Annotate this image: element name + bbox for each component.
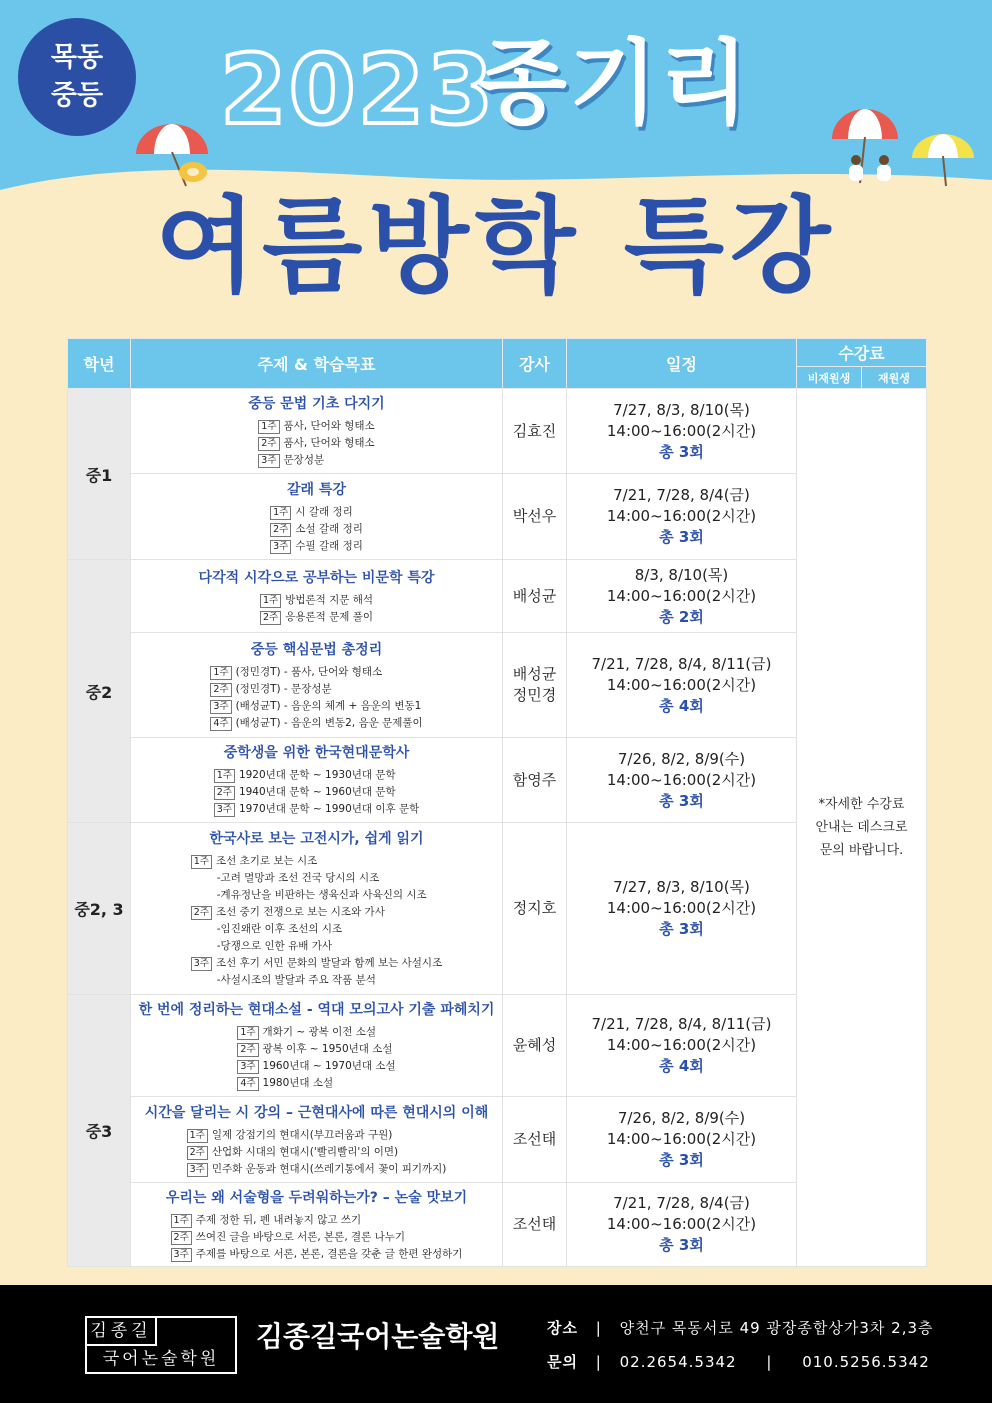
week-text: (배성균T) - 음운의 변동2, 음운 문제풀이 (235, 716, 423, 729)
week-item (258, 435, 374, 452)
location-label: 장소 (547, 1319, 578, 1337)
swim-ring-icon (175, 158, 211, 184)
schedule-cell (567, 560, 797, 633)
schedule-total: 총 3회 (659, 791, 704, 810)
week-item (171, 1229, 463, 1246)
week-item (237, 1075, 395, 1092)
schedule-dates: 7/21, 7/28, 8/4, 8/11(금) (591, 1015, 772, 1033)
week-text: 1970년대 문학 ~ 1990년대 이후 문학 (238, 803, 420, 815)
week-item (210, 681, 422, 698)
schedule-table (67, 338, 926, 1267)
week-item (191, 938, 442, 955)
week-tag: 1주 (270, 506, 291, 520)
week-tag: 2주 (258, 437, 279, 451)
divider: | (595, 1319, 602, 1337)
week-item (187, 1161, 447, 1178)
week-tag: 1주 (187, 1129, 208, 1143)
topic-cell (131, 995, 503, 1097)
academy-name: 김종길국어논술학원 (256, 1320, 500, 1353)
year-title: 2023 (220, 34, 496, 146)
week-item (258, 418, 374, 435)
teacher-name: 조선태 (512, 1215, 557, 1233)
topic-cell (131, 389, 503, 474)
teacher-cell (503, 995, 567, 1097)
grade-cell: 중3 (68, 995, 131, 1267)
schedule-dates: 7/27, 8/3, 8/10(목) (613, 878, 750, 896)
week-list (171, 1212, 463, 1263)
week-text: 방법론적 지문 해석 (285, 593, 374, 606)
teacher-cell (503, 560, 567, 633)
week-tag: 1주 (214, 769, 235, 783)
logo-bottom: 국어논술학원 (102, 1349, 220, 1369)
week-tag: 3주 (214, 803, 235, 817)
schedule-cell (567, 823, 797, 995)
course-title: 한국사로 보는 고전시가, 쉽게 읽기 (209, 831, 424, 847)
teacher-name: 배성균 (512, 586, 557, 605)
week-item (260, 609, 373, 626)
week-tag: 3주 (187, 1163, 208, 1177)
week-text: -사설시조의 발달과 주요 작품 분석 (216, 974, 376, 986)
week-text: -계유정난을 비판하는 생육신과 사육신의 시조 (216, 889, 427, 901)
schedule-cell (567, 1097, 797, 1183)
logo-top: 김종길 (87, 1318, 157, 1346)
week-text: 일제 강점기의 현대시(부끄러움과 구원) (211, 1128, 393, 1141)
week-tag: 1주 (237, 1026, 258, 1040)
week-list (270, 504, 363, 555)
week-tag: 2주 (171, 1231, 192, 1245)
phone-2[interactable]: 010.5256.5342 (802, 1353, 930, 1371)
week-item (191, 972, 442, 989)
badge-line-1: 목동 (50, 42, 104, 73)
week-text: 조선 중기 전쟁으로 보는 시조와 가사 (216, 906, 385, 918)
schedule-cell (567, 474, 797, 560)
grade-cell: 중2 (68, 560, 131, 823)
beach-umbrella-icon (910, 128, 976, 188)
teacher-cell (503, 474, 567, 560)
week-tag: 1주 (191, 855, 212, 869)
topic-cell (131, 738, 503, 823)
schedule-dates: 7/21, 7/28, 8/4, 8/11(금) (591, 654, 772, 673)
week-item (260, 592, 373, 609)
week-tag: 2주 (260, 611, 281, 625)
schedule-total: 총 3회 (659, 920, 704, 938)
divider: | (766, 1353, 773, 1371)
week-list (214, 767, 420, 818)
teacher-cell (503, 1183, 567, 1267)
schedule-time: 14:00~16:00(2시간) (606, 899, 757, 917)
schedule-time: 14:00~16:00(2시간) (606, 1130, 757, 1148)
week-tag: 3주 (210, 700, 231, 714)
week-item (214, 801, 420, 818)
schedule-total: 총 4회 (659, 696, 704, 715)
week-item (191, 887, 442, 904)
week-item (187, 1127, 447, 1144)
course-title: 중등 핵심문법 총정리 (250, 641, 383, 658)
week-item (171, 1246, 463, 1263)
week-text: -고려 멸망과 조선 건국 당시의 시조 (216, 872, 380, 884)
footer (0, 1285, 992, 1403)
week-item (187, 1144, 447, 1161)
week-tag: 4주 (210, 717, 231, 731)
week-list (210, 664, 422, 732)
badge-line-2: 중등 (50, 80, 104, 111)
teacher-cell (503, 1097, 567, 1183)
header-teacher: 강사 (503, 339, 567, 389)
header-fee-member: 재원생 (862, 367, 927, 389)
week-list (258, 418, 374, 469)
schedule-dates: 7/26, 8/2, 8/9(수) (617, 749, 746, 768)
week-tag: 2주 (191, 906, 212, 920)
teacher-name: 박선우 (512, 507, 557, 525)
schedule-cell (567, 633, 797, 738)
schedule-dates: 7/21, 7/28, 8/4(금) (613, 1194, 750, 1212)
week-item (191, 921, 442, 938)
fee-note: 안내는 데스크로 (815, 820, 908, 835)
week-tag: 2주 (237, 1043, 258, 1057)
course-title: 우리는 왜 서술형을 두려워하는가? – 논술 맛보기 (165, 1189, 468, 1206)
week-text: (배성균T) - 음운의 체계 + 음운의 변동1 (235, 699, 422, 712)
fee-note-cell (797, 389, 927, 1267)
week-text: 개화기 ~ 광복 이전 소설 (262, 1026, 376, 1038)
week-text: 수필 갈래 정리 (295, 539, 363, 552)
schedule-total: 총 3회 (659, 528, 704, 546)
teacher-name: 윤혜성 (512, 1036, 557, 1054)
topic-cell (131, 1097, 503, 1183)
schedule-total: 총 3회 (659, 1151, 704, 1169)
week-tag: 1주 (171, 1214, 192, 1228)
topic-cell (131, 1183, 503, 1267)
schedule-time: 14:00~16:00(2시간) (606, 1215, 757, 1233)
schedule-cell (567, 995, 797, 1097)
grade-cell: 중1 (68, 389, 131, 560)
contact-label: 문의 (547, 1353, 578, 1371)
schedule-total: 총 4회 (659, 1057, 704, 1075)
schedule-total: 총 3회 (659, 442, 704, 461)
week-item (191, 870, 442, 887)
week-tag: 2주 (210, 683, 231, 697)
week-text: 조선 초기로 보는 시조 (216, 855, 318, 867)
teacher-name: 김효진 (512, 421, 557, 440)
location-text: 양천구 목동서로 49 광장종합상가3차 2,3층 (619, 1319, 934, 1337)
week-text: 산업화 시대의 현대시('빨리빨리'의 이면) (211, 1145, 399, 1158)
week-item (270, 521, 363, 538)
week-text: 주제를 바탕으로 서론, 본론, 결론을 갖춘 글 한편 완성하기 (195, 1247, 463, 1260)
week-item (237, 1058, 395, 1075)
week-item (210, 715, 422, 732)
location-row (547, 1317, 934, 1338)
course-title: 한 번에 정리하는 현대소설 - 역대 모의고사 기출 파헤치기 (138, 1002, 495, 1018)
week-text: -임진왜란 이후 조선의 시조 (216, 923, 343, 935)
course-title: 중학생을 위한 한국현대문학사 (223, 745, 410, 761)
schedule-time: 14:00~16:00(2시간) (606, 586, 757, 605)
week-list (237, 1024, 395, 1092)
fee-note: 문의 바랍니다. (819, 843, 904, 858)
schedule-time: 14:00~16:00(2시간) (606, 770, 757, 789)
course-title: 다각적 시각으로 공부하는 비문학 특강 (198, 569, 435, 586)
week-item (270, 538, 363, 555)
week-tag: 2주 (187, 1146, 208, 1160)
brand-title: 종기리 (478, 30, 751, 137)
course-title: 중등 문법 기초 다지기 (248, 396, 385, 412)
week-text: 문장성분 (283, 454, 325, 466)
week-tag: 3주 (237, 1060, 258, 1074)
schedule-time: 14:00~16:00(2시간) (606, 675, 757, 694)
schedule-cell (567, 738, 797, 823)
header-topic: 주제 & 학습목표 (131, 339, 503, 389)
teacher-name: 배성균 (512, 665, 557, 683)
week-item (210, 664, 422, 681)
topic-cell (131, 823, 503, 995)
schedule-dates: 7/21, 7/28, 8/4(금) (613, 486, 750, 504)
week-text: 민주화 운동과 현대시(쓰레기통에서 꽃이 피기까지) (211, 1162, 447, 1175)
level-badge (18, 18, 136, 136)
contact-row (547, 1351, 930, 1372)
schedule-total: 총 2회 (659, 607, 704, 626)
teacher-cell (503, 389, 567, 474)
header-schedule: 일정 (567, 339, 797, 389)
topic-cell (131, 560, 503, 633)
week-text: 쓰여진 글을 바탕으로 서론, 본론, 결론 나누기 (195, 1230, 406, 1243)
week-item (191, 955, 442, 972)
teacher-name: 정민경 (512, 686, 557, 704)
week-item (258, 452, 374, 469)
academy-logo (85, 1316, 237, 1374)
headline: 여름방학 특강 (155, 185, 837, 307)
teacher-name: 함영주 (512, 770, 557, 789)
week-tag: 1주 (258, 420, 279, 434)
week-list (260, 592, 373, 626)
week-text: 1980년대 소설 (262, 1077, 334, 1089)
topic-cell (131, 633, 503, 738)
week-text: 광복 이후 ~ 1950년대 소설 (262, 1043, 393, 1055)
week-item (237, 1024, 395, 1041)
week-tag: 1주 (260, 594, 281, 608)
week-item (210, 698, 422, 715)
header-fee-non-member: 비재원생 (797, 367, 862, 389)
week-item (214, 784, 420, 801)
schedule-cell (567, 389, 797, 474)
schedule-time: 14:00~16:00(2시간) (606, 421, 757, 440)
week-tag: 3주 (258, 454, 279, 468)
week-text: 품사, 단어와 형태소 (283, 420, 375, 432)
week-list (187, 1127, 447, 1178)
week-item (191, 904, 442, 921)
week-text: 1940년대 문학 ~ 1960년대 문학 (238, 786, 396, 798)
week-text: 1920년대 문학 ~ 1930년대 문학 (238, 769, 396, 781)
divider: | (595, 1353, 602, 1371)
schedule-dates: 8/3, 8/10(목) (634, 565, 729, 584)
schedule-dates: 7/27, 8/3, 8/10(목) (613, 400, 750, 419)
teacher-cell (503, 633, 567, 738)
teacher-cell (503, 738, 567, 823)
teacher-name: 정지호 (512, 899, 557, 917)
week-tag: 3주 (191, 957, 212, 971)
week-tag: 3주 (270, 540, 291, 554)
phone-1[interactable]: 02.2654.5342 (619, 1353, 737, 1371)
week-tag: 2주 (270, 523, 291, 537)
teacher-cell (503, 823, 567, 995)
week-list (191, 853, 442, 989)
week-text: -당쟁으로 인한 유배 가사 (216, 940, 332, 952)
schedule-dates: 7/26, 8/2, 8/9(수) (617, 1109, 746, 1127)
week-text: 품사, 단어와 형태소 (283, 437, 375, 449)
fee-note: *자세한 수강료 (818, 797, 905, 812)
teacher-name: 조선태 (512, 1130, 557, 1148)
course-title: 갈래 특강 (287, 481, 346, 498)
schedule-time: 14:00~16:00(2시간) (606, 1036, 757, 1054)
week-tag: 2주 (214, 786, 235, 800)
week-tag: 1주 (210, 666, 231, 680)
topic-cell (131, 474, 503, 560)
header-fee: 수강료 (797, 339, 927, 367)
week-item (214, 767, 420, 784)
week-item (237, 1041, 395, 1058)
header-grade: 학년 (68, 339, 131, 389)
people-icon (840, 150, 900, 182)
week-tag: 3주 (171, 1248, 192, 1262)
week-item (270, 504, 363, 521)
week-text: 응용론적 문제 풀이 (285, 610, 374, 623)
course-title: 시간을 달리는 시 강의 – 근현대사에 따른 현대시의 이해 (144, 1104, 489, 1121)
week-item (191, 853, 442, 870)
table-row (68, 389, 927, 474)
week-text: 조선 후기 서민 문화의 발달과 함께 보는 사설시조 (216, 957, 443, 969)
grade-cell: 중2, 3 (68, 823, 131, 995)
week-text: (정민경T) - 문장성분 (235, 682, 332, 695)
week-text: 소설 갈래 정리 (295, 522, 363, 535)
schedule-cell (567, 1183, 797, 1267)
week-tag: 4주 (237, 1077, 258, 1091)
schedule-total: 총 3회 (659, 1236, 704, 1254)
week-text: 주제 정한 뒤, 펜 내려놓지 않고 쓰기 (195, 1213, 362, 1226)
week-text: (정민경T) - 품사, 단어와 형태소 (235, 665, 383, 678)
schedule-time: 14:00~16:00(2시간) (606, 507, 757, 525)
week-text: 시 갈래 정리 (295, 505, 353, 518)
week-item (171, 1212, 463, 1229)
week-text: 1960년대 ~ 1970년대 소설 (262, 1060, 396, 1072)
